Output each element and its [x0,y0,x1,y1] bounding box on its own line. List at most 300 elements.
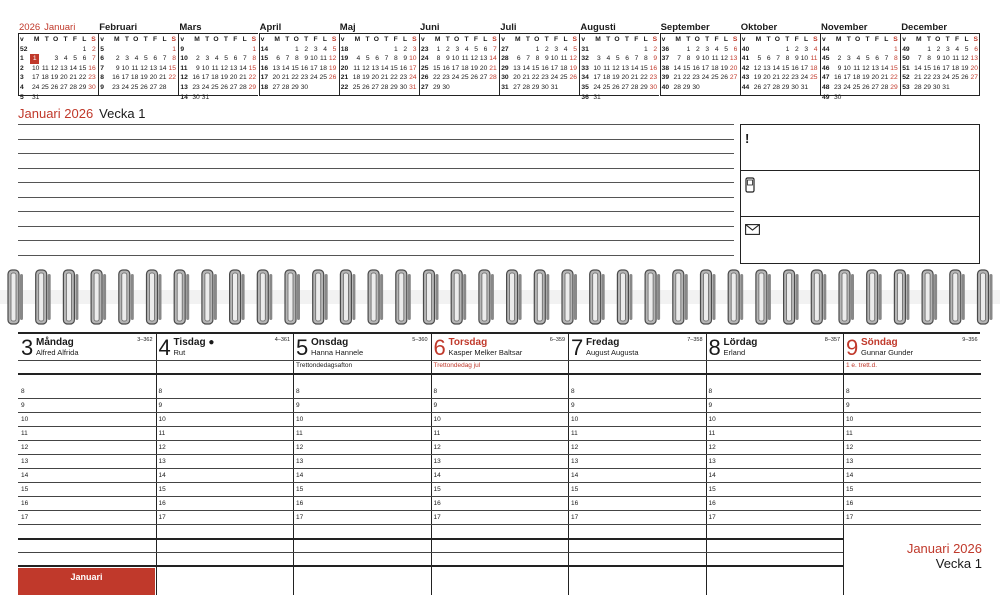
calendar-day[interactable]: 24 [550,74,559,82]
calendar-day[interactable]: 21 [239,74,247,82]
calendar-day[interactable]: 29 [682,83,691,91]
calendar-day[interactable]: 30 [399,83,408,91]
calendar-day[interactable]: 26 [140,83,148,91]
calendar-day[interactable]: 31 [942,83,950,91]
calendar-day[interactable]: 10 [800,55,809,63]
calendar-day[interactable]: 21 [880,74,889,82]
calendar-day[interactable] [690,93,699,103]
calendar-day[interactable]: 25 [852,83,861,91]
calendar-day[interactable]: 1 [535,45,540,53]
calendar-day[interactable] [351,93,360,103]
calendar-day[interactable]: 17 [550,64,559,72]
calendar-day[interactable]: 24 [451,74,460,82]
calendar-day[interactable]: 2 [446,45,450,53]
calendar-day[interactable]: 27 [871,83,879,91]
calendar-day[interactable] [761,93,770,103]
calendar-day[interactable]: 8 [644,55,648,63]
calendar-day[interactable] [478,93,487,103]
calendar-day[interactable]: 8 [535,55,540,63]
calendar-day[interactable]: 19 [961,64,969,72]
calendar-day[interactable] [167,93,176,103]
calendar-day[interactable] [728,83,737,93]
hour-line[interactable] [706,412,844,413]
calendar-day[interactable]: 12 [612,64,620,72]
calendar-day[interactable]: 16 [833,74,842,82]
calendar-day[interactable] [530,93,539,103]
calendar-day[interactable] [870,45,879,55]
calendar-day[interactable]: 21 [772,74,780,82]
calendar-day[interactable]: 23 [88,74,96,82]
hour-line[interactable] [431,510,569,511]
calendar-day[interactable]: 23 [541,74,549,82]
calendar-day[interactable] [58,45,67,55]
calendar-day[interactable] [610,93,619,103]
hour-line[interactable] [843,510,981,511]
calendar-day[interactable]: 31 [593,93,601,101]
hour-line[interactable] [18,440,156,441]
calendar-day[interactable] [629,45,638,55]
calendar-day[interactable]: 28 [522,83,530,91]
calendar-day[interactable]: 25 [711,74,719,82]
hour-line[interactable] [156,398,294,399]
note-line[interactable] [18,226,734,227]
calendar-day[interactable]: 24 [942,74,950,82]
calendar-day[interactable]: 22 [781,74,790,82]
calendar-day[interactable]: 28 [630,83,639,91]
calendar-day[interactable]: 13 [272,64,280,72]
calendar-day[interactable] [521,45,530,55]
calendar-day[interactable]: 26 [753,83,762,91]
calendar-day[interactable] [459,83,468,93]
hour-line[interactable] [293,440,431,441]
calendar-day[interactable] [327,93,336,103]
calendar-day[interactable]: 13 [970,55,978,63]
calendar-day[interactable] [940,93,949,103]
calendar-day[interactable] [950,93,959,103]
calendar-day[interactable]: 15 [78,64,87,72]
calendar-day[interactable]: 30 [692,83,700,91]
calendar-day[interactable]: 13 [871,64,879,72]
calendar-day[interactable] [860,45,869,55]
calendar-day[interactable]: 25 [602,83,611,91]
calendar-day[interactable]: 13 [621,64,629,72]
calendar-day[interactable]: 8 [252,55,257,63]
calendar-day[interactable]: 30 [932,83,941,91]
calendar-day[interactable]: 10 [451,55,460,63]
calendar-day[interactable] [558,83,567,93]
calendar-day[interactable]: 11 [711,55,719,63]
calendar-day[interactable]: 10 [843,64,851,72]
calendar-day[interactable] [568,83,577,93]
calendar-day[interactable]: 13 [229,64,238,72]
calendar-day[interactable]: 6 [233,55,238,63]
calendar-day[interactable]: 24 [31,83,40,91]
hour-line[interactable] [706,426,844,427]
calendar-day[interactable]: 10 [310,55,318,63]
calendar-day[interactable]: 28 [159,83,167,91]
calendar-day[interactable]: 20 [479,64,488,72]
calendar-day[interactable]: 23 [649,74,658,82]
calendar-day[interactable]: 7 [243,55,247,63]
calendar-day[interactable]: 20 [149,74,158,82]
calendar-day[interactable]: 1 [30,54,39,64]
calendar-day[interactable]: 15 [432,64,441,72]
calendar-day[interactable]: 22 [291,74,299,82]
calendar-day[interactable]: 7 [384,55,389,63]
calendar-day[interactable] [672,93,681,103]
calendar-day[interactable] [58,93,67,103]
calendar-day[interactable]: 10 [593,64,601,72]
hour-line[interactable] [431,468,569,469]
evening-line[interactable] [706,552,844,553]
calendar-day[interactable]: 6 [733,45,738,53]
calendar-day[interactable]: 15 [168,64,176,72]
day-column[interactable] [293,332,431,595]
calendar-day[interactable]: 12 [362,64,370,72]
calendar-day[interactable]: 19 [220,74,228,82]
calendar-day[interactable] [459,93,468,103]
calendar-day[interactable]: 19 [569,64,577,72]
calendar-day[interactable]: 4 [955,45,960,53]
calendar-day[interactable]: 18 [130,74,139,82]
calendar-day[interactable] [487,93,496,103]
calendar-day[interactable] [860,93,869,103]
calendar-day[interactable]: 1 [295,45,299,53]
calendar-day[interactable]: 14 [673,64,681,72]
calendar-day[interactable]: 8 [894,55,898,63]
calendar-day[interactable]: 22 [168,74,176,82]
calendar-day[interactable]: 15 [923,64,931,72]
calendar-day[interactable] [922,93,931,103]
calendar-day[interactable]: 21 [522,74,530,82]
calendar-day[interactable] [780,93,789,103]
calendar-day[interactable] [280,93,289,103]
calendar-day[interactable]: 20 [621,74,629,82]
calendar-day[interactable] [568,93,577,103]
calendar-day[interactable]: 23 [692,74,700,82]
calendar-day[interactable]: 3 [804,45,809,53]
calendar-day[interactable]: 9 [696,55,700,63]
calendar-day[interactable]: 11 [131,64,139,72]
calendar-day[interactable]: 11 [603,64,611,72]
calendar-day[interactable] [219,45,228,55]
calendar-day[interactable]: 29 [78,83,87,91]
calendar-day[interactable]: 6 [516,55,521,63]
calendar-day[interactable] [610,45,619,55]
hour-line[interactable] [156,454,294,455]
calendar-day[interactable]: 16 [112,74,120,82]
calendar-day[interactable] [969,93,978,103]
calendar-day[interactable] [469,93,478,103]
calendar-day[interactable]: 27 [970,74,978,82]
calendar-day[interactable]: 3 [455,45,460,53]
calendar-day[interactable] [959,83,968,93]
calendar-day[interactable]: 14 [772,64,780,72]
calendar-day[interactable]: 25 [951,74,960,82]
month-tab[interactable]: Januari [18,568,155,595]
calendar-day[interactable] [129,93,138,103]
calendar-day[interactable]: 26 [362,83,370,91]
calendar-day[interactable]: 2 [696,45,700,53]
calendar-day[interactable]: 9 [837,64,842,72]
calendar-day[interactable]: 16 [791,64,799,72]
hour-line[interactable] [568,398,706,399]
calendar-day[interactable]: 14 [281,64,290,72]
hour-line[interactable] [843,440,981,441]
hour-line[interactable] [706,496,844,497]
calendar-day[interactable] [200,45,209,55]
calendar-day[interactable]: 26 [328,74,337,82]
calendar-day[interactable]: 17 [409,64,417,72]
calendar-day[interactable]: 9 [653,55,658,63]
calendar-day[interactable]: 17 [593,74,601,82]
hour-line[interactable] [706,482,844,483]
calendar-day[interactable] [841,45,850,55]
calendar-day[interactable] [752,45,761,55]
calendar-day[interactable]: 4 [563,45,568,53]
calendar-day[interactable] [601,93,610,103]
hour-line[interactable] [18,496,156,497]
calendar-day[interactable]: 3 [554,45,559,53]
calendar-day[interactable]: 14 [69,64,77,72]
hour-line[interactable] [156,496,294,497]
calendar-day[interactable]: 19 [470,64,478,72]
calendar-day[interactable]: 21 [673,74,681,82]
calendar-day[interactable] [700,93,709,103]
calendar-day[interactable]: 26 [612,83,620,91]
calendar-day[interactable]: 22 [682,74,691,82]
calendar-day[interactable] [39,54,48,64]
calendar-day[interactable] [870,93,879,103]
calendar-day[interactable]: 3 [946,45,950,53]
calendar-day[interactable]: 6 [875,55,879,63]
calendar-day[interactable] [209,93,218,103]
calendar-day[interactable]: 18 [560,64,568,72]
calendar-day[interactable] [752,93,761,103]
calendar-day[interactable]: 8 [295,55,299,63]
calendar-day[interactable]: 24 [121,83,129,91]
calendar-day[interactable]: 31 [550,83,559,91]
calendar-day[interactable]: 21 [630,74,639,82]
calendar-day[interactable] [318,93,327,103]
calendar-day[interactable]: 4 [813,45,818,53]
calendar-day[interactable]: 12 [862,64,870,72]
calendar-day[interactable] [360,93,369,103]
calendar-day[interactable]: 12 [569,55,577,63]
calendar-day[interactable]: 1 [172,45,176,53]
evening-line[interactable] [431,552,569,553]
calendar-day[interactable]: 26 [961,74,969,82]
hour-line[interactable] [156,468,294,469]
calendar-day[interactable]: 18 [352,74,361,82]
calendar-day[interactable] [138,45,147,55]
calendar-day[interactable]: 22 [432,74,441,82]
calendar-day[interactable]: 16 [649,64,658,72]
calendar-day[interactable]: 4 [464,45,469,53]
hour-line[interactable] [18,398,156,399]
calendar-day[interactable] [30,45,39,55]
calendar-day[interactable]: 22 [248,74,257,82]
calendar-day[interactable]: 19 [753,74,762,82]
calendar-day[interactable]: 3 [705,45,710,53]
calendar-day[interactable]: 6 [276,55,280,63]
calendar-day[interactable]: 2 [115,55,120,63]
calendar-day[interactable]: 7 [285,55,290,63]
calendar-day[interactable]: 18 [211,74,219,82]
calendar-day[interactable]: 2 [837,55,842,63]
calendar-day[interactable] [450,83,459,93]
calendar-day[interactable]: 30 [88,83,96,91]
calendar-day[interactable]: 28 [673,83,681,91]
calendar-day[interactable]: 15 [291,64,299,72]
calendar-day[interactable]: 15 [890,64,898,72]
calendar-day[interactable]: 29 [291,83,299,91]
hour-line[interactable] [706,398,844,399]
calendar-day[interactable]: 6 [974,45,978,53]
calendar-day[interactable]: 19 [362,74,370,82]
calendar-day[interactable] [157,93,166,103]
calendar-day[interactable]: 8 [436,55,441,63]
calendar-day[interactable]: 21 [914,74,922,82]
calendar-day[interactable]: 20 [871,74,879,82]
calendar-day[interactable]: 21 [380,74,389,82]
calendar-day[interactable]: 17 [31,74,40,82]
calendar-day[interactable]: 21 [489,64,497,72]
calendar-day[interactable]: 2 [304,45,309,53]
calendar-day[interactable]: 18 [810,64,818,72]
calendar-day[interactable]: 16 [192,74,200,82]
calendar-day[interactable]: 12 [140,64,148,72]
hour-line[interactable] [18,454,156,455]
calendar-day[interactable] [879,93,888,103]
calendar-day[interactable]: 1 [436,45,441,53]
calendar-day[interactable]: 28 [380,83,389,91]
hour-line[interactable] [293,426,431,427]
calendar-day[interactable]: 29 [640,83,648,91]
calendar-day[interactable]: 8 [927,55,931,63]
calendar-day[interactable]: 24 [310,74,318,82]
calendar-day[interactable]: 7 [776,55,780,63]
hour-line[interactable] [568,510,706,511]
calendar-day[interactable]: 29 [923,83,931,91]
calendar-day[interactable]: 22 [890,74,898,82]
calendar-day[interactable]: 8 [785,55,790,63]
calendar-day[interactable] [478,83,487,93]
calendar-day[interactable]: 13 [763,64,771,72]
calendar-day[interactable]: 25 [41,83,49,91]
hour-line[interactable] [156,524,294,525]
calendar-day[interactable] [851,45,860,55]
calendar-day[interactable] [148,93,157,103]
calendar-day[interactable]: 3 [313,45,318,53]
hour-line[interactable] [431,524,569,525]
hour-line[interactable] [843,482,981,483]
calendar-day[interactable]: 11 [810,55,818,63]
calendar-day[interactable]: 24 [701,74,710,82]
calendar-day[interactable] [719,83,728,93]
calendar-day[interactable]: 20 [229,74,238,82]
hour-line[interactable] [568,468,706,469]
calendar-day[interactable] [799,93,808,103]
calendar-day[interactable]: 9 [115,64,120,72]
calendar-day[interactable]: 4 [356,55,361,63]
calendar-day[interactable]: 11 [952,55,960,63]
calendar-day[interactable]: 17 [201,74,210,82]
calendar-day[interactable]: 30 [300,83,309,91]
calendar-day[interactable]: 12 [220,64,228,72]
calendar-day[interactable]: 2 [196,55,200,63]
calendar-day[interactable]: 13 [513,64,521,72]
calendar-day[interactable] [888,93,897,103]
calendar-day[interactable] [120,93,129,103]
calendar-day[interactable] [190,45,199,55]
calendar-day[interactable]: 10 [31,64,40,72]
hour-line[interactable] [293,468,431,469]
calendar-day[interactable] [49,45,58,55]
calendar-day[interactable]: 26 [862,83,870,91]
calendar-day[interactable]: 24 [593,83,601,91]
calendar-day[interactable] [157,45,166,55]
calendar-day[interactable]: 26 [569,74,577,82]
calendar-day[interactable] [648,93,657,103]
calendar-day[interactable] [709,93,718,103]
calendar-day[interactable]: 15 [390,64,398,72]
hour-line[interactable] [431,440,569,441]
calendar-day[interactable] [511,45,520,55]
calendar-day[interactable]: 15 [640,64,648,72]
calendar-day[interactable]: 28 [489,74,497,82]
calendar-day[interactable]: 28 [239,83,247,91]
hour-line[interactable] [293,510,431,511]
calendar-day[interactable]: 14 [914,64,922,72]
calendar-day[interactable]: 9 [304,55,309,63]
calendar-day[interactable]: 5 [615,55,620,63]
hour-line[interactable] [843,496,981,497]
calendar-day[interactable]: 25 [461,74,469,82]
hour-line[interactable] [156,482,294,483]
evening-line[interactable] [18,552,156,553]
calendar-day[interactable]: 14 [380,64,389,72]
calendar-day[interactable] [110,45,119,55]
calendar-day[interactable]: 23 [300,74,309,82]
hour-line[interactable] [568,440,706,441]
calendar-day[interactable]: 4 [714,45,719,53]
calendar-day[interactable]: 7 [526,55,530,63]
calendar-day[interactable]: 27 [229,83,238,91]
calendar-day[interactable]: 10 [201,64,210,72]
calendar-day[interactable]: 1 [644,45,648,53]
calendar-day[interactable] [771,45,780,55]
calendar-day[interactable]: 30 [649,83,658,91]
calendar-day[interactable]: 28 [880,83,889,91]
calendar-day[interactable]: 21 [69,74,77,82]
day-column[interactable] [706,332,844,595]
calendar-day[interactable] [299,93,308,103]
hour-line[interactable] [18,524,156,525]
hour-line[interactable] [18,412,156,413]
hour-line[interactable] [843,426,981,427]
calendar-day[interactable]: 5 [865,55,870,63]
note-line[interactable] [18,211,734,212]
calendar-day[interactable]: 16 [442,64,450,72]
calendar-day[interactable] [110,93,119,103]
calendar-day[interactable] [912,45,921,55]
calendar-day[interactable]: 29 [432,83,441,91]
calendar-day[interactable]: 20 [729,64,738,72]
calendar-day[interactable] [789,93,798,103]
hour-line[interactable] [156,440,294,441]
hour-line[interactable] [431,482,569,483]
